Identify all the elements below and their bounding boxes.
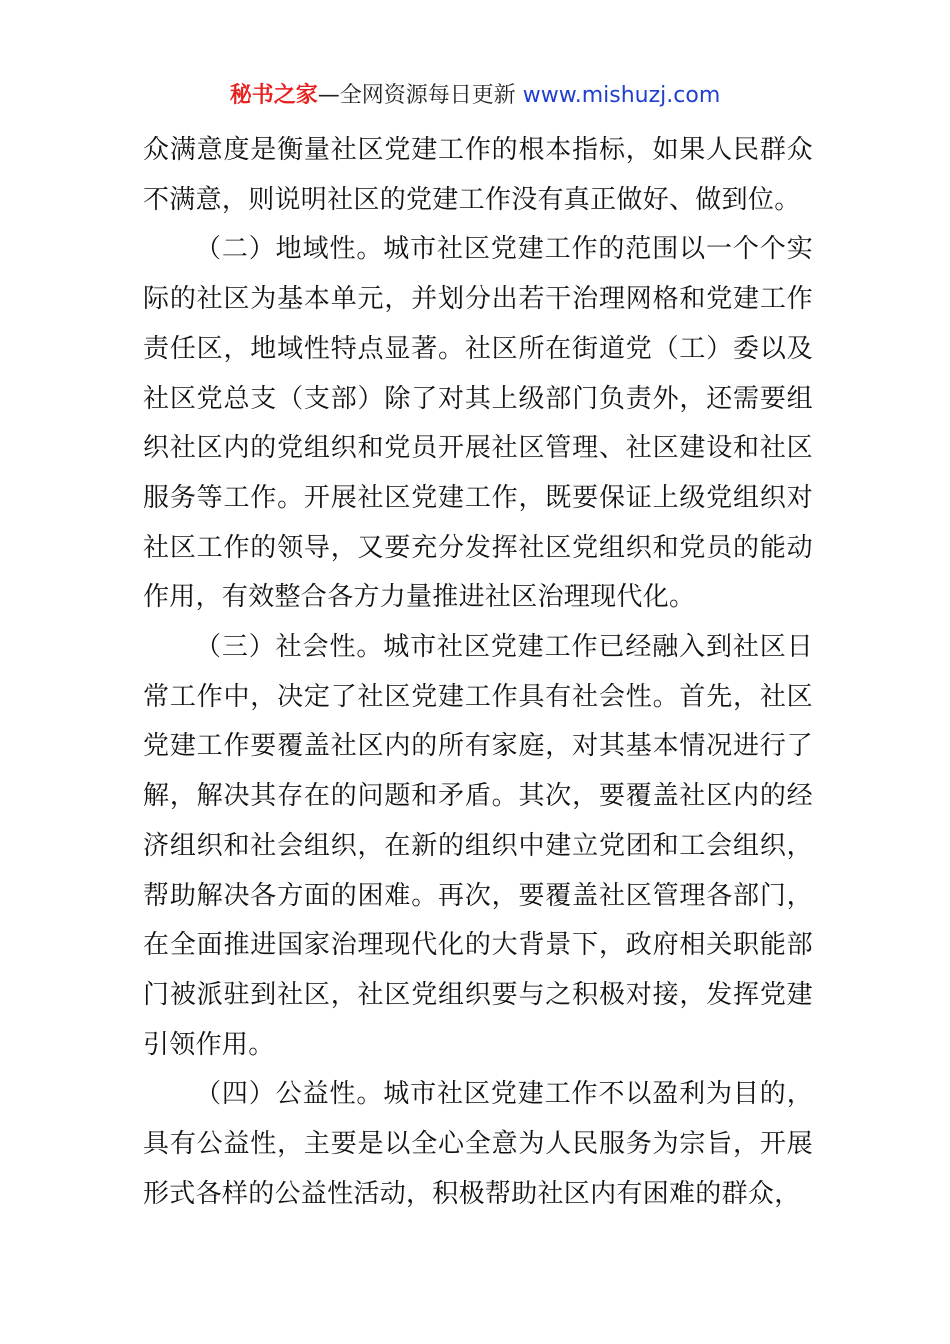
header-brand: 秘书之家 <box>229 83 318 108</box>
paragraph-social: （三）社会性。城市社区党建工作已经融入到社区日常工作中，决定了社区党建工作具有社会性。首先，社区党建工作要覆盖社区内的所有家庭，对其基本情况进行了解，解决其存在的问题和矛盾。其次，要覆盖社区内的经济组织和社会组织，在新的组织中建立党团和工会组织，帮助解决各方面的困难。再次，要覆盖社区管理各部门，在全面推进国家治理现代化的大背景下，政府相关职能部门被派驻到社区，社区党组织要与之积极对接，发挥党建引领作用。 <box>143 632 813 1060</box>
header-site-link[interactable]: www.mishuzj.com <box>522 83 721 108</box>
header-tagline: —全网资源每日更新 <box>317 83 523 108</box>
paragraph-continuation: 众满意度是衡量社区党建工作的根本指标，如果人民群众不满意，则说明社区的党建工作没有真正做好、做到位。 <box>143 135 813 215</box>
page-header <box>0 78 950 114</box>
document-body <box>143 126 813 1219</box>
paragraph-public-welfare: （四）公益性。城市社区党建工作不以盈利为目的，具有公益性，主要是以全心全意为人民服务为宗旨，开展形式各样的公益性活动，积极帮助社区内有困难的群众， <box>143 1079 813 1209</box>
paragraph-regional: （二）地域性。城市社区党建工作的范围以一个个实际的社区为基本单元，并划分出若干治理网格和党建工作责任区，地域性特点显著。社区所在街道党（工）委以及社区党总支（支部）除了对其上级部门负责外，还需要组织社区内的党组织和党员开展社区管理、社区建设和社区服务等工作。开展社区党建工作，既要保证上级党组织对社区工作的领导，又要充分发挥社区党组织和党员的能动作用，有效整合各方力量推进社区治理现代化。 <box>143 234 813 613</box>
